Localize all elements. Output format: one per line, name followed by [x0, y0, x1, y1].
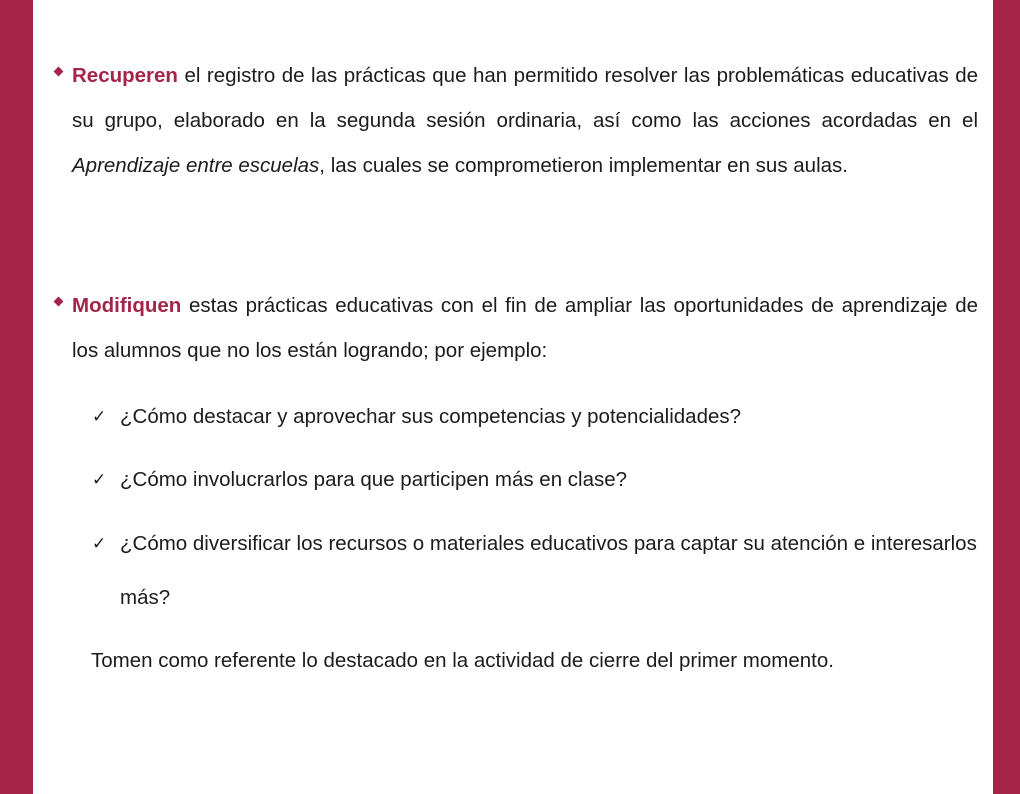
paragraph1-text-end: , las cuales se comprometieron implementar en sus aulas.	[319, 154, 848, 177]
left-side-bar	[0, 0, 33, 794]
keyword-recuperen: Recuperen	[72, 64, 178, 87]
paragraph2-text: estas prácticas educativas con el fin de ampliar las oportunidades de aprendizaje de los alumnos que no los están logrando; por ejemplo:	[72, 294, 978, 362]
right-side-bar	[993, 0, 1020, 794]
checkmark-icon: ✓	[92, 534, 107, 554]
paragraph-modifiquen	[72, 283, 978, 373]
checklist-item-text: ¿Cómo destacar y aprovechar sus competencias y potencialidades?	[120, 405, 742, 428]
paragraph-recuperen	[72, 53, 978, 188]
checklist-item	[92, 453, 980, 507]
closing-text: Tomen como referente lo destacado en la actividad de cierre del primer momento.	[91, 649, 834, 672]
checklist-item	[92, 517, 985, 625]
checklist-item-text: ¿Cómo diversificar los recursos o materiales educativos para captar su atención e interesarlos más?	[120, 532, 977, 609]
diamond-bullet-icon	[54, 67, 64, 77]
paragraph1-italic-text: Aprendizaje entre escuelas	[72, 154, 320, 177]
paragraph1-text-start: el registro de las prácticas que han permitido resolver las problemáticas educativas de su grupo, elaborado en la segunda sesión ordinaria, así como las acciones acordadas en el	[72, 64, 978, 132]
keyword-modifiquen: Modifiquen	[72, 294, 182, 317]
checkmark-icon: ✓	[92, 470, 107, 490]
checklist-item	[92, 390, 980, 444]
checklist-item-text: ¿Cómo involucrarlos para que participen más en clase?	[120, 468, 628, 491]
diamond-bullet-icon	[54, 297, 64, 307]
checkmark-icon: ✓	[92, 407, 107, 427]
